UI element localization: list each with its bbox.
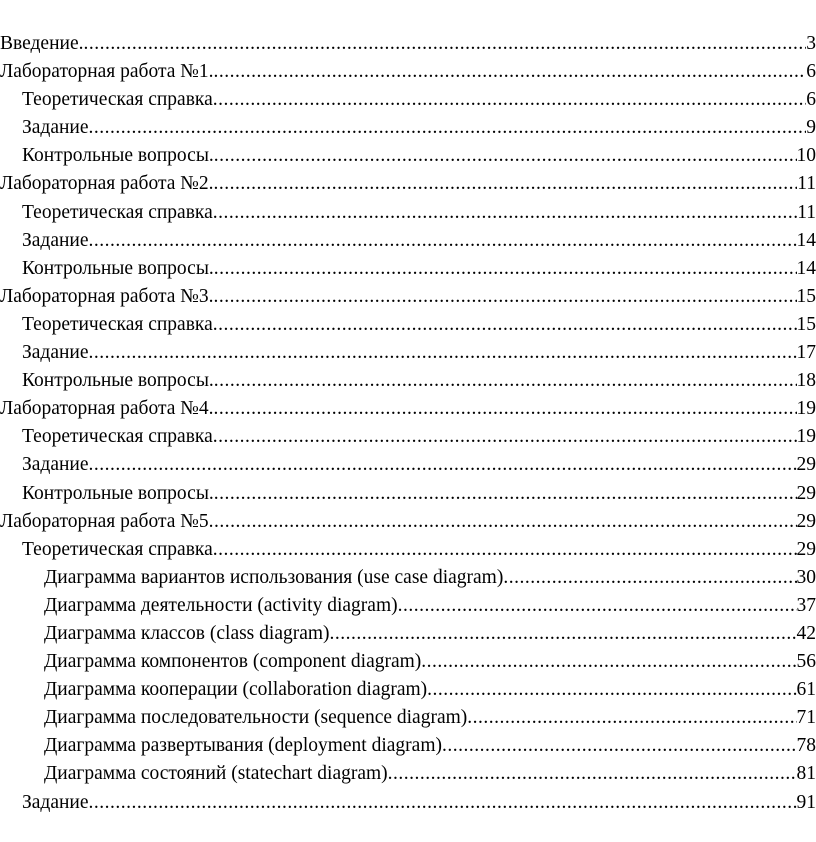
toc-dot-leader <box>388 760 797 788</box>
toc-entry-title: Диаграмма деятельности (activity diagram) <box>44 594 398 616</box>
toc-entry-page: 19 <box>796 426 816 448</box>
toc-entry-page: 9 <box>806 117 816 139</box>
toc-entry-page: 11 <box>797 173 816 195</box>
toc-dot-leader <box>330 620 797 648</box>
toc-entry-title: Диаграмма вариантов использования (use case diagram) <box>44 566 504 588</box>
toc-dot-leader <box>83 30 806 58</box>
toc-entry-page: 29 <box>796 482 816 504</box>
toc-entry-page: 29 <box>796 510 816 532</box>
toc-entry-page: 17 <box>796 342 816 364</box>
toc-entry[interactable] <box>0 732 816 760</box>
toc-entry-title: Контрольные вопросы. <box>22 257 214 279</box>
toc-entry-page: 29 <box>796 454 816 476</box>
toc-dot-leader <box>89 451 797 479</box>
toc-entry[interactable] <box>0 620 816 648</box>
toc-entry-page: 11 <box>797 201 816 223</box>
toc-entry-page: 29 <box>796 538 816 560</box>
toc-entry[interactable] <box>0 255 816 283</box>
toc-dot-leader <box>213 311 797 339</box>
toc-dot-leader <box>214 170 798 198</box>
toc-entry[interactable] <box>0 564 816 592</box>
toc-dot-leader <box>213 86 806 114</box>
toc-entry[interactable] <box>0 30 816 58</box>
toc-entry[interactable] <box>0 536 816 564</box>
toc-entry[interactable] <box>0 227 816 255</box>
toc-entry-title: Задание <box>22 117 89 139</box>
toc-entry-page: 10 <box>796 145 816 167</box>
toc-entry-title: Задание <box>22 342 89 364</box>
toc-entry-page: 15 <box>796 285 816 307</box>
toc-dot-leader <box>427 676 796 704</box>
toc-entry-title: Теоретическая справка <box>22 89 213 111</box>
toc-dot-leader <box>89 114 807 142</box>
toc-entry-title: Диаграмма развертывания (deployment diagram) <box>44 735 442 757</box>
toc-dot-leader <box>89 339 797 367</box>
toc-entry-title: Задание <box>22 229 89 251</box>
toc-dot-leader <box>213 536 797 564</box>
toc-entry-title: Лабораторная работа №5 <box>0 510 209 532</box>
toc-entry-page: 14 <box>796 229 816 251</box>
toc-dot-leader <box>214 395 797 423</box>
toc-entry-page: 71 <box>796 707 816 729</box>
toc-entry[interactable] <box>0 423 816 451</box>
toc-entry-page: 30 <box>796 566 816 588</box>
toc-entry[interactable] <box>0 648 816 676</box>
toc-entry[interactable] <box>0 508 816 536</box>
toc-entry-title: Контрольные вопросы. <box>22 145 214 167</box>
toc-entry-page: 3 <box>806 33 816 54</box>
toc-entry-page: 56 <box>796 651 816 673</box>
toc-entry[interactable] <box>0 170 816 198</box>
toc-entry-page: 18 <box>796 370 816 392</box>
toc-entry[interactable] <box>0 592 816 620</box>
toc-entry-page: 61 <box>796 679 816 701</box>
toc-dot-leader <box>209 508 797 536</box>
toc-entry-title: Диаграмма кооперации (collaboration diagram) <box>44 679 428 701</box>
toc-entry-page: 15 <box>796 313 816 335</box>
toc-entry[interactable] <box>0 367 816 395</box>
toc-entry[interactable] <box>0 339 816 367</box>
toc-entry-title: Контрольные вопросы. <box>22 482 214 504</box>
toc-entry[interactable] <box>0 311 816 339</box>
toc-dot-leader <box>213 423 797 451</box>
toc-dot-leader <box>214 142 797 170</box>
toc-entry[interactable] <box>0 480 816 508</box>
toc-entry-title: Лабораторная работа №3. <box>0 285 214 307</box>
toc-entry-title: Введение. <box>0 33 84 54</box>
toc-dot-leader <box>214 367 797 395</box>
toc-entry[interactable] <box>0 789 816 817</box>
toc-entry[interactable] <box>0 86 816 114</box>
toc-entry-page: 14 <box>796 257 816 279</box>
toc-entry[interactable] <box>0 142 816 170</box>
toc-entry[interactable] <box>0 199 816 227</box>
toc-entry-title: Теоретическая справка <box>22 201 213 223</box>
toc-entry-page: 19 <box>796 398 816 420</box>
toc-entry-page: 81 <box>796 763 816 785</box>
toc-dot-leader <box>89 789 797 817</box>
toc-entry-page: 91 <box>796 791 816 813</box>
toc-entry-title: Лабораторная работа №4. <box>0 398 214 420</box>
toc-entry[interactable] <box>0 283 816 311</box>
toc-entry[interactable] <box>0 704 816 732</box>
toc-dot-leader <box>467 704 796 732</box>
toc-dot-leader <box>214 480 797 508</box>
toc-dot-leader <box>398 592 797 620</box>
toc-entry[interactable] <box>0 114 816 142</box>
toc-entry[interactable] <box>0 451 816 479</box>
toc-entry-title: Лабораторная работа №1. <box>0 61 214 83</box>
toc-dot-leader <box>214 255 797 283</box>
toc-dot-leader <box>214 283 797 311</box>
toc-entry-page: 78 <box>796 735 816 757</box>
toc-entry-title: Задание <box>22 791 89 813</box>
toc-entry-title: Лабораторная работа №2. <box>0 173 214 195</box>
toc-dot-leader <box>442 732 797 760</box>
toc-entry-title: Диаграмма классов (class diagram) <box>44 622 330 644</box>
toc-dot-leader <box>421 648 796 676</box>
toc-entry[interactable] <box>0 676 816 704</box>
toc-entry-page: 6 <box>806 61 816 83</box>
toc-dot-leader <box>503 564 796 592</box>
toc-entry-title: Теоретическая справка <box>22 538 213 560</box>
toc-entry-page: 42 <box>796 622 816 644</box>
toc-entry-page: 37 <box>796 594 816 616</box>
table-of-contents <box>0 30 816 817</box>
toc-dot-leader <box>89 227 797 255</box>
toc-entry-title: Контрольные вопросы. <box>22 370 214 392</box>
toc-entry-title: Диаграмма компонентов (component diagram) <box>44 651 422 673</box>
toc-dot-leader <box>213 199 797 227</box>
toc-dot-leader <box>214 58 807 86</box>
toc-entry-title: Диаграмма последовательности (sequence diagram) <box>44 707 468 729</box>
toc-entry[interactable] <box>0 760 816 788</box>
toc-entry[interactable] <box>0 395 816 423</box>
toc-entry-title: Задание <box>22 454 89 476</box>
toc-entry-title: Теоретическая справка <box>22 313 213 335</box>
toc-entry-title: Теоретическая справка <box>22 426 213 448</box>
toc-entry-page: 6 <box>806 89 816 111</box>
toc-entry[interactable] <box>0 58 816 86</box>
toc-entry-title: Диаграмма состояний (statechart diagram) <box>44 763 388 785</box>
